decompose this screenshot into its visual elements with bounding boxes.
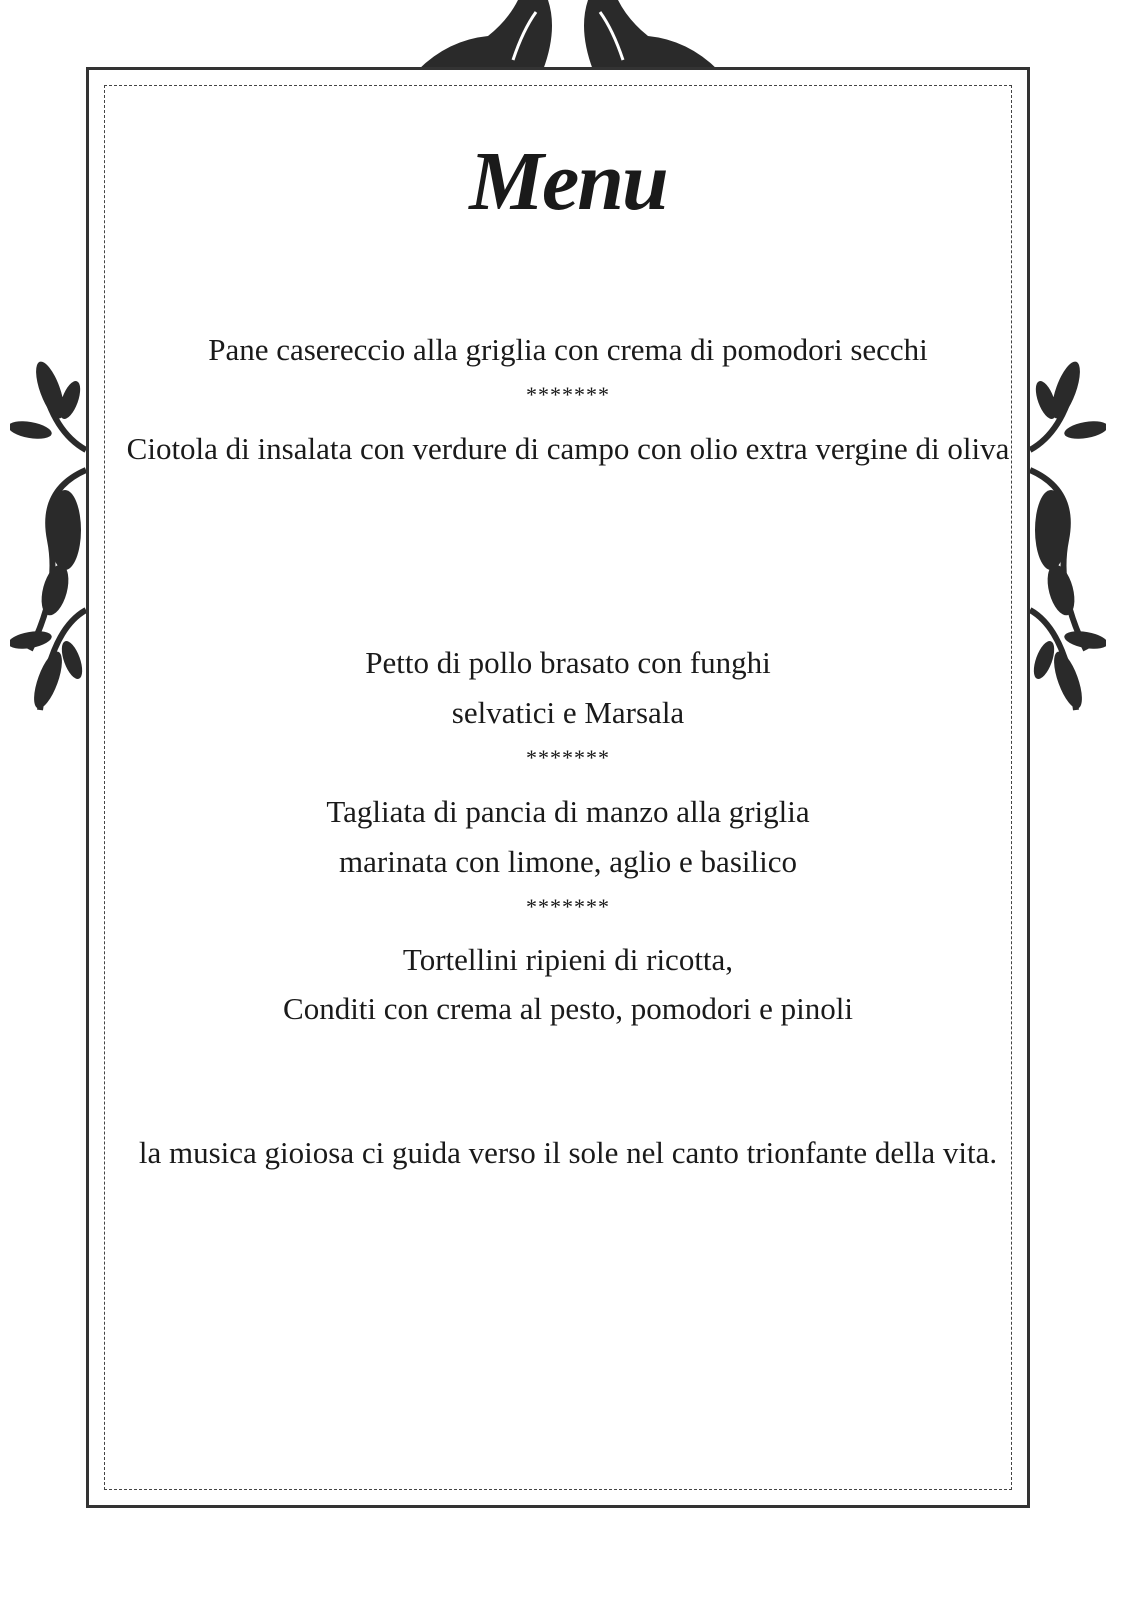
course-3-line-1: Petto di pollo brasato con funghi <box>365 645 771 680</box>
course-5-line-2: Conditi con crema al pesto, pomodori e pinoli <box>283 991 853 1026</box>
separator-1: ******* <box>526 382 610 407</box>
separator-2: ******* <box>526 745 610 770</box>
course-1-line-1: Pane casereccio alla griglia con crema di pomodori secchi <box>208 332 928 367</box>
course-5-line-1: Tortellini ripieni di ricotta, <box>402 942 734 977</box>
closing-quote: la musica gioiosa ci guida verso il sole nel canto trionfante della vita. <box>138 1135 998 1170</box>
menu-title: Menu <box>469 135 667 228</box>
course-2-line-1: Ciotola di insalata con verdure di campo con olio extra vergine di oliva <box>126 431 1010 466</box>
inner-dashed-frame <box>104 85 1012 1490</box>
leaf-ornament-top-icon <box>418 0 718 70</box>
course-4-line-2: marinata con limone, aglio e basilico <box>339 844 797 879</box>
separator-3: ******* <box>526 894 610 919</box>
course-4-line-1: Tagliata di pancia di manzo alla griglia <box>326 794 810 829</box>
course-3-line-2: selvatici e Marsala <box>451 695 685 730</box>
